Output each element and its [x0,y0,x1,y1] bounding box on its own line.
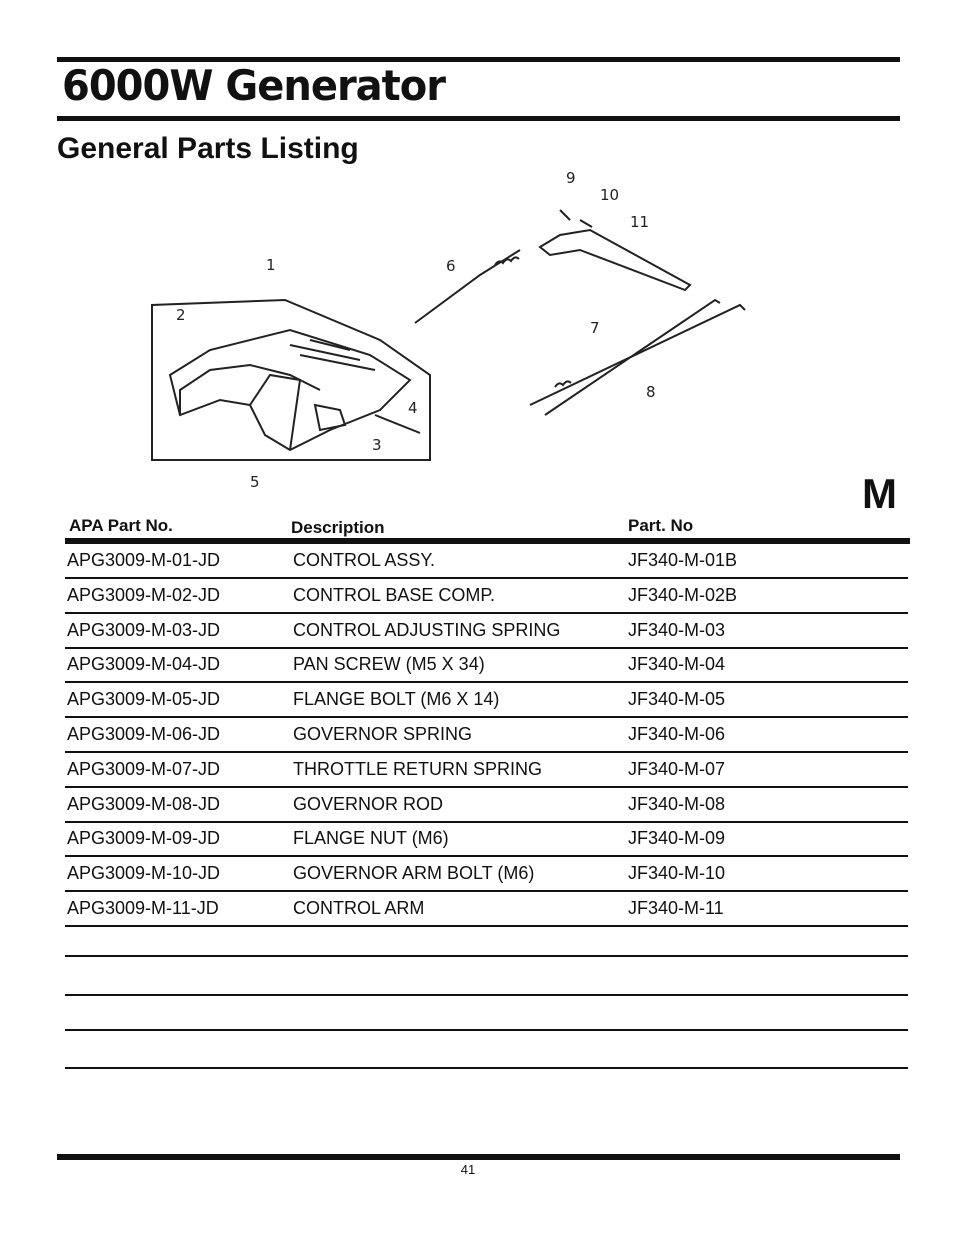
empty-row-rule [65,955,908,957]
apa-part-no-cell: APG3009-M-01-JD [67,550,221,570]
callout-1: 1 [266,256,276,274]
callout-8: 8 [646,383,656,401]
apa-part-no-cell: APG3009-M-11-JD [67,898,219,918]
table-row [65,614,908,649]
description-cell: GOVERNOR ARM BOLT (M6) [293,863,535,884]
callout-4: 4 [408,399,418,417]
description-cell: CONTROL BASE COMP. [293,584,496,605]
description-cell: GOVERNOR ROD [293,793,444,814]
part-no-cell: JF340-M-02B [628,584,738,605]
table-row [65,579,908,614]
description-cell: GOVERNOR SPRING [293,724,473,744]
callout-10: 10 [600,186,620,204]
description-cell: PAN SCREW (M5 X 34) [293,654,485,675]
apa-part-no-cell: APG3009-M-06-JD [67,724,221,744]
table-row [65,544,908,579]
description-cell: THROTTLE RETURN SPRING [293,758,543,779]
apa-part-no-cell: APG3009-M-09-JD [67,828,221,849]
exploded-parts-diagram [140,165,780,495]
part-no-cell: JF340-M-04 [628,654,726,675]
section-letter: M [862,470,897,517]
callout-5: 5 [250,473,260,491]
section-heading: General Parts Listing [57,132,359,165]
table-row [65,648,908,683]
description-cell: CONTROL ADJUSTING SPRING [293,619,561,640]
callout-7: 7 [590,319,600,337]
description-cell: CONTROL ARM [293,898,425,918]
part-no-cell: JF340-M-10 [628,863,726,884]
part-no-cell: JF340-M-07 [628,758,726,779]
table-row [65,892,908,927]
page-title: 6000W Generator [62,62,445,111]
apa-part-no-cell: APG3009-M-05-JD [67,689,221,710]
column-header-apa-part-no: APA Part No. [69,516,173,535]
apa-part-no-cell: APG3009-M-03-JD [67,619,221,640]
title-rule [57,116,900,121]
callout-6: 6 [446,257,456,275]
table-row [65,753,908,788]
apa-part-no-cell: APG3009-M-10-JD [67,863,221,884]
part-no-cell: JF340-M-06 [628,724,726,744]
bottom-rule [57,1154,900,1160]
table-row [65,857,908,892]
column-header-description: Description [291,518,385,537]
description-cell: FLANGE BOLT (M6 X 14) [293,689,500,710]
apa-part-no-cell: APG3009-M-08-JD [67,793,221,814]
part-no-cell: JF340-M-08 [628,793,726,814]
callout-11: 11 [630,213,650,231]
empty-row-rule [65,1067,908,1069]
empty-row-rule [65,994,908,996]
table-row [65,718,908,753]
callout-3: 3 [372,436,382,454]
apa-part-no-cell: APG3009-M-04-JD [67,654,221,675]
table-row [65,788,908,823]
description-cell: FLANGE NUT (M6) [293,828,449,849]
callout-9: 9 [566,169,576,187]
page-number: 41 [460,1162,476,1177]
callout-2: 2 [176,306,186,324]
row-rule [65,925,908,927]
part-no-cell: JF340-M-11 [628,898,724,918]
part-no-cell: JF340-M-03 [628,619,726,640]
part-no-cell: JF340-M-09 [628,828,726,849]
part-no-cell: JF340-M-01B [628,550,738,570]
apa-part-no-cell: APG3009-M-07-JD [67,758,221,779]
table-row [65,822,908,857]
empty-row-rule [65,1029,908,1031]
part-no-cell: JF340-M-05 [628,689,726,710]
column-header-part-no: Part. No [628,516,694,535]
description-cell: CONTROL ASSY. [293,550,436,570]
table-row [65,683,908,718]
apa-part-no-cell: APG3009-M-02-JD [67,584,221,605]
